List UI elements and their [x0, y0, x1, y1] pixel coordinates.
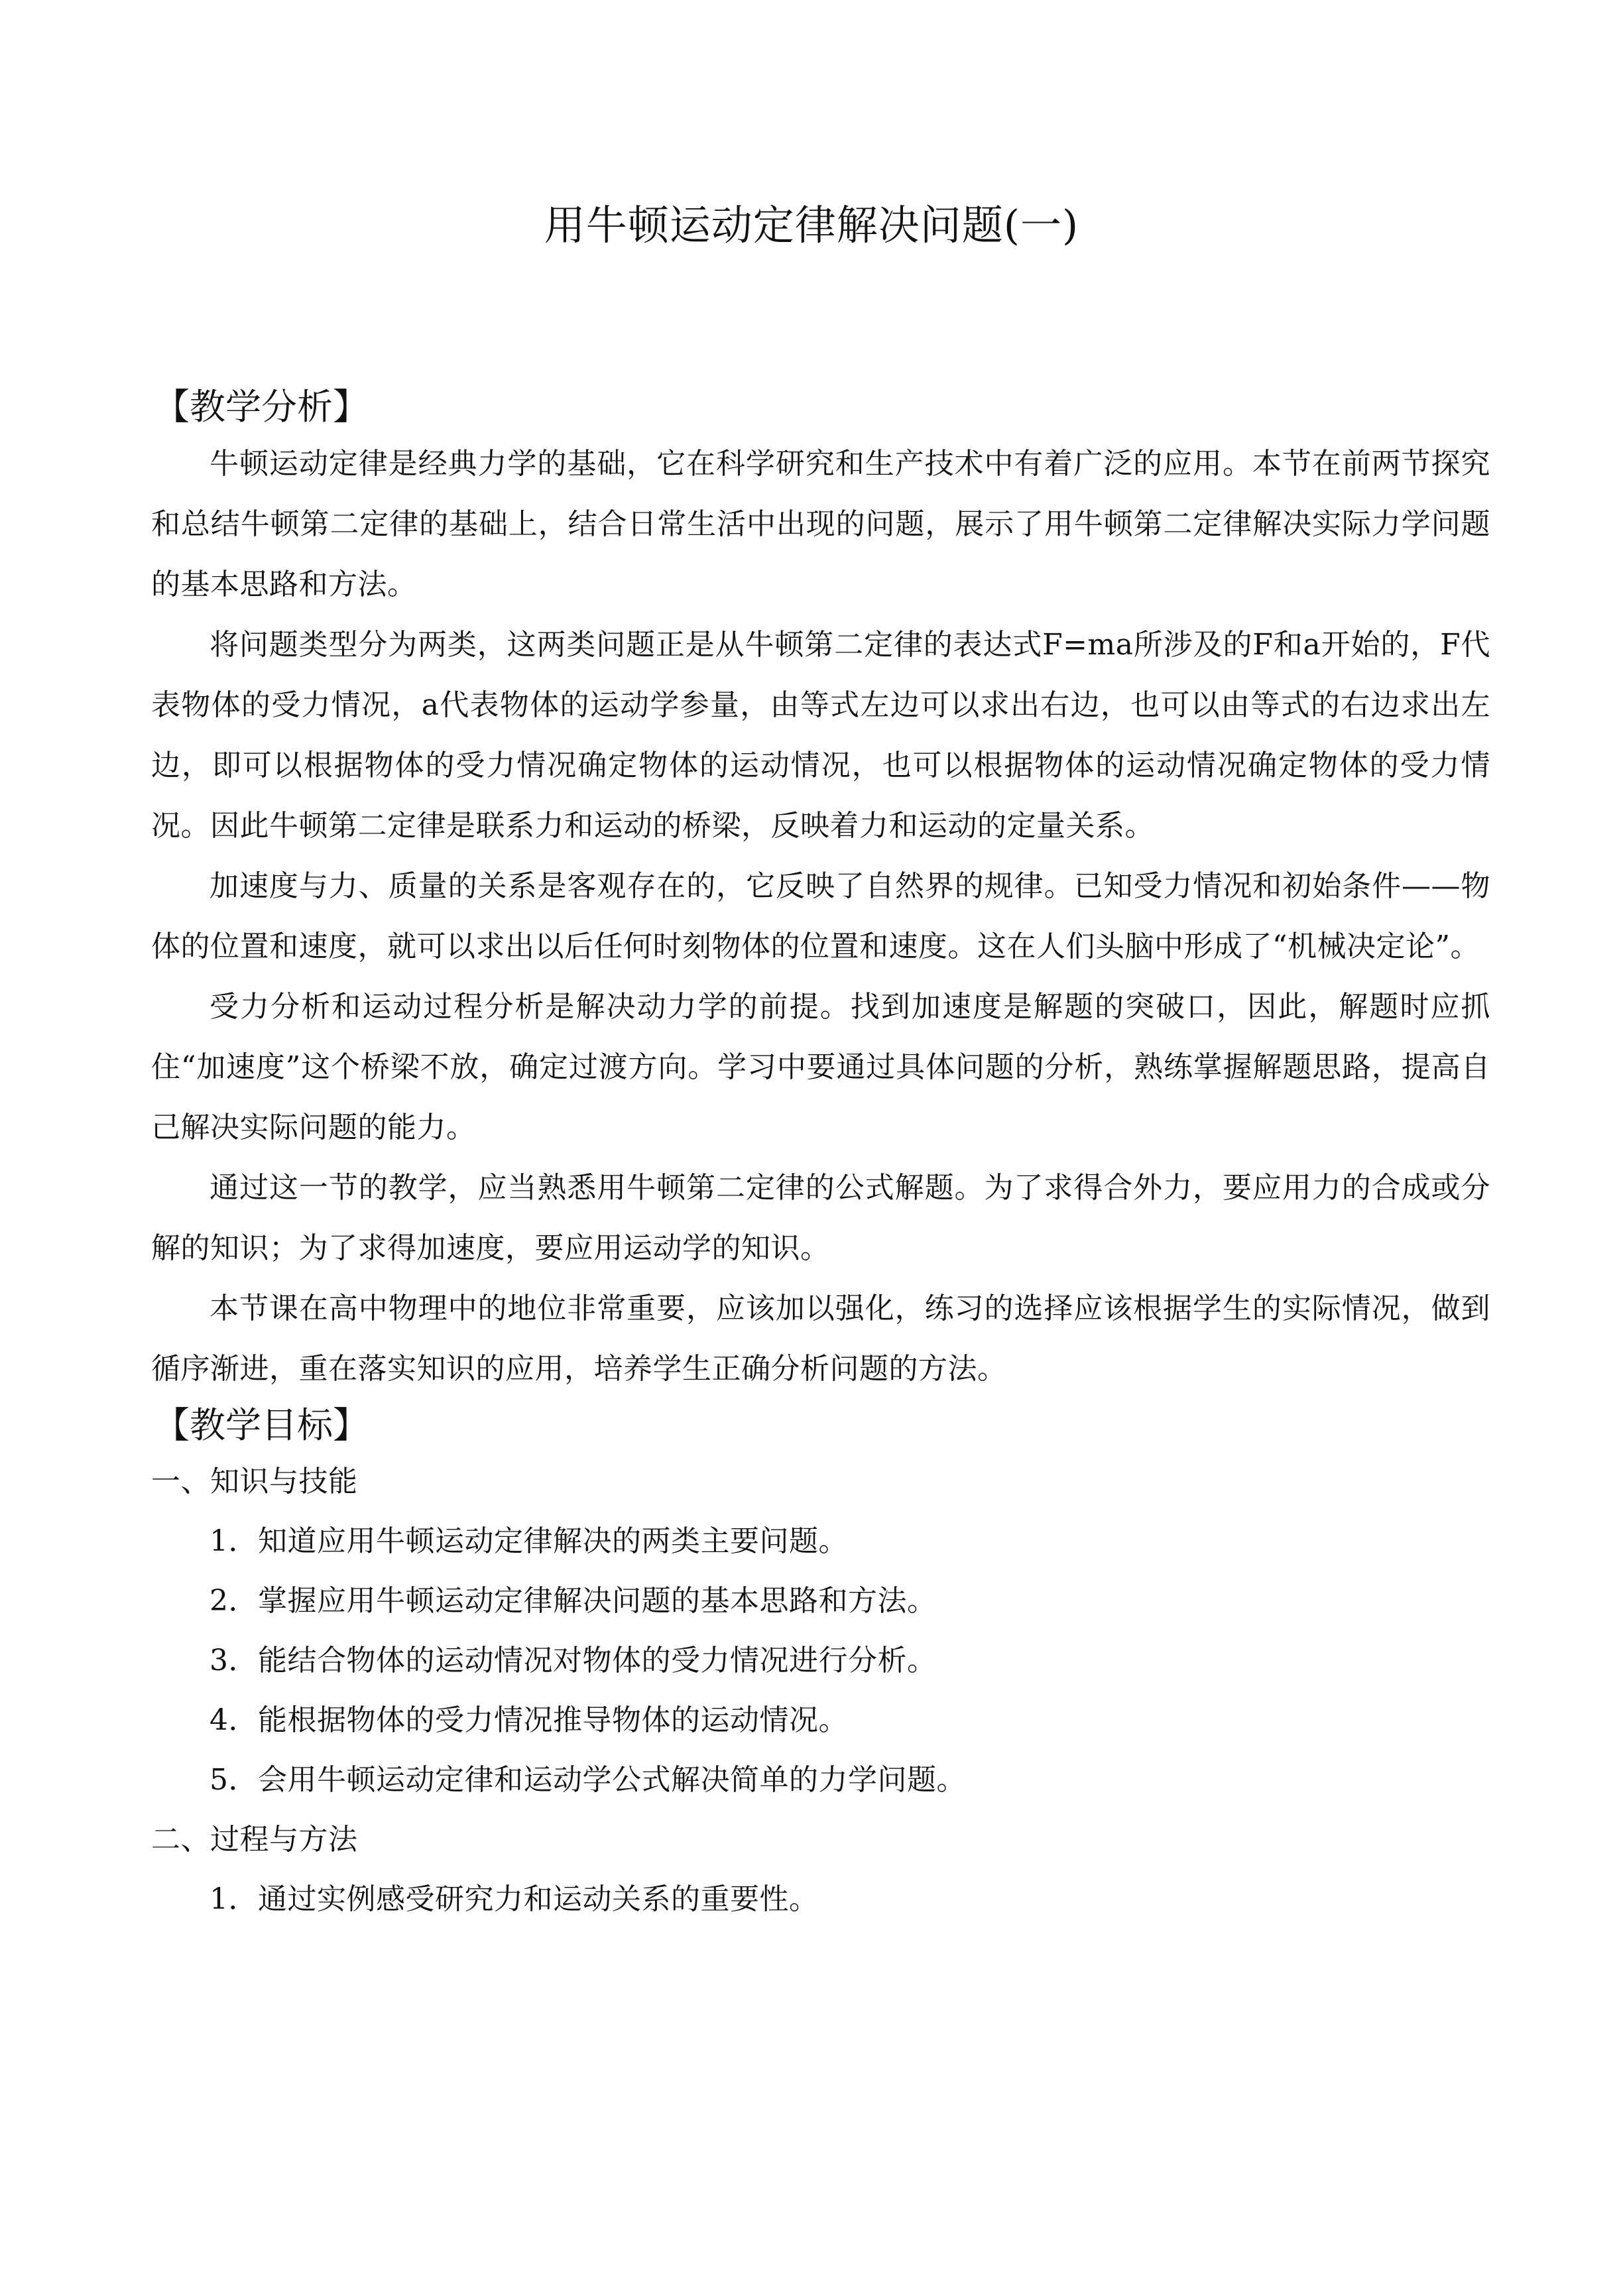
- analysis-paragraph: 将问题类型分为两类，这两类问题正是从牛顿第二定律的表达式F=ma所涉及的F和a开始的，F代表物体的受力情况，a代表物体的运动学参量，由等式左边可以求出右边，也可以由等式的右边求出左边，即可以根据物体的受力情况确定物体的运动情况，也可以根据物体的运动情况确定物体的受力情况。因此牛顿第二定律是联系力和运动的桥梁，反映着力和运动的定量关系。: [151, 628, 1490, 843]
- section-heading-goals: 【教学目标】: [154, 1404, 369, 1446]
- goals-subheading-process: 二、过程与方法: [151, 1823, 358, 1856]
- analysis-paragraph: 本节课在高中物理中的地位非常重要，应该加以强化，练习的选择应该根据学生的实际情况，做到循序渐进，重在落实知识的应用，培养学生正确分析问题的方法。: [151, 1292, 1490, 1386]
- analysis-paragraph: 受力分析和运动过程分析是解决动力学的前提。找到加速度是解题的突破口，因此，解题时应抓住“加速度”这个桥梁不放，确定过渡方向。学习中要通过具体问题的分析，熟练掌握解题思路，提高自己解决实际问题的能力。: [151, 990, 1490, 1144]
- document-title: 用牛顿运动定律解决问题(一): [544, 201, 1079, 249]
- goal-item-number: 2．: [210, 1584, 258, 1618]
- goal-list-item: [151, 1691, 1490, 1750]
- goal-item-number: 1．: [210, 1524, 258, 1558]
- document-body: [151, 381, 1490, 1929]
- goal-list-item: [151, 1870, 1490, 1929]
- analysis-paragraph: 通过这一节的教学，应当熟悉用牛顿第二定律的公式解题。为了求得合外力，要应用力的合成或分解的知识；为了求得加速度，要应用运动学的知识。: [151, 1171, 1490, 1265]
- analysis-paragraph: 牛顿运动定律是经典力学的基础，它在科学研究和生产技术中有着广泛的应用。本节在前两节探究和总结牛顿第二定律的基础上，结合日常生活中出现的问题，展示了用牛顿第二定律解决实际力学问题的基本思路和方法。: [151, 447, 1490, 601]
- goal-item-text: 会用牛顿运动定律和运动学公式解决简单的力学问题。: [258, 1763, 966, 1797]
- goal-list-item: [151, 1631, 1490, 1691]
- section-heading-analysis: 【教学分析】: [154, 386, 369, 428]
- goal-list-item: [151, 1750, 1490, 1810]
- goal-item-text: 能根据物体的受力情况推导物体的运动情况。: [258, 1703, 848, 1737]
- goal-item-text: 能结合物体的运动情况对物体的受力情况进行分析。: [258, 1644, 937, 1677]
- goal-item-number: 4．: [210, 1703, 258, 1737]
- goal-item-number: 1．: [210, 1882, 258, 1916]
- goal-list-item: [151, 1571, 1490, 1631]
- goal-item-text: 掌握应用牛顿运动定律解决问题的基本思路和方法。: [258, 1584, 937, 1618]
- goal-item-text: 通过实例感受研究力和运动关系的重要性。: [258, 1882, 819, 1916]
- goal-item-number: 3．: [210, 1644, 258, 1677]
- goal-item-text: 知道应用牛顿运动定律解决的两类主要问题。: [258, 1524, 848, 1558]
- goal-item-number: 5．: [210, 1763, 258, 1797]
- goals-subheading-knowledge: 一、知识与技能: [151, 1465, 358, 1498]
- goal-list-item: [151, 1512, 1490, 1571]
- analysis-paragraph: 加速度与力、质量的关系是客观存在的，它反映了自然界的规律。已知受力情况和初始条件——物体的位置和速度，就可以求出以后任何时刻物体的位置和速度。这在人们头脑中形成了“机械决定论”。: [151, 869, 1490, 963]
